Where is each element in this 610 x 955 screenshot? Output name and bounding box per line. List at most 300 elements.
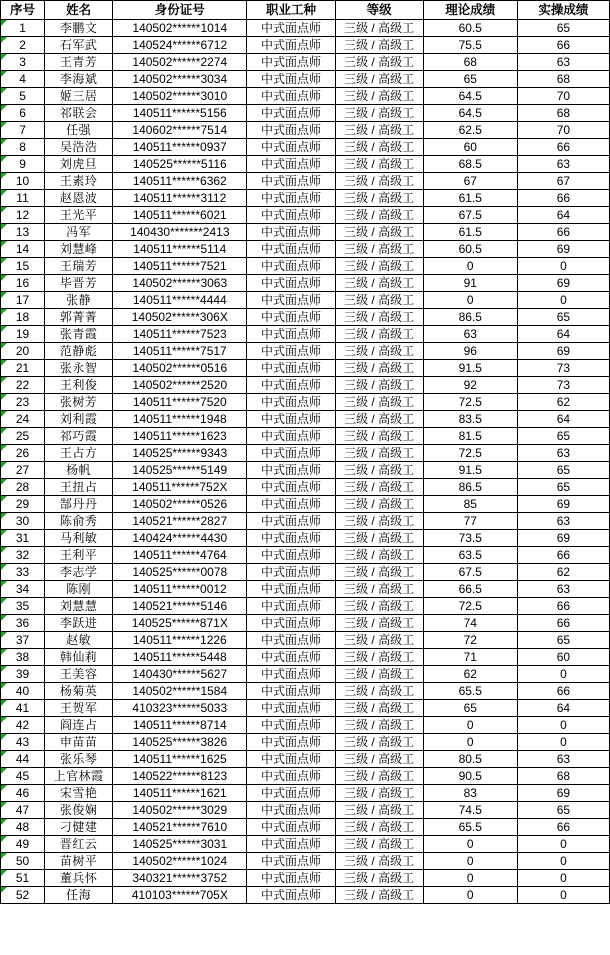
cell-id-number: 140511******0012 xyxy=(113,581,247,598)
cell-occupation: 中式面点师 xyxy=(247,666,335,683)
cell-name: 张青霞 xyxy=(45,326,113,343)
cell-id-number: 140502******1584 xyxy=(113,683,247,700)
cell-index xyxy=(1,428,45,445)
cell-theory-score: 67.5 xyxy=(423,564,517,581)
cell-level: 三级 / 高级工 xyxy=(335,292,423,309)
cell-name: 赵敏 xyxy=(45,632,113,649)
cell-name: 王利俊 xyxy=(45,377,113,394)
cell-index-label: 31 xyxy=(15,531,30,545)
column-header-practical-score: 实操成绩 xyxy=(517,1,609,20)
cell-id-number: 140502******306X xyxy=(113,309,247,326)
cell-practical-score: 0 xyxy=(517,666,609,683)
cell-theory-score: 65 xyxy=(423,71,517,88)
cell-index xyxy=(1,700,45,717)
cell-level: 三级 / 高级工 xyxy=(335,649,423,666)
cell-practical-score: 63 xyxy=(517,445,609,462)
cell-error-marker-icon xyxy=(1,479,7,485)
cell-theory-score: 92 xyxy=(423,377,517,394)
table-row xyxy=(1,683,610,700)
cell-practical-score: 66 xyxy=(517,598,609,615)
cell-index xyxy=(1,887,45,904)
cell-id-number: 140525******3031 xyxy=(113,836,247,853)
cell-occupation: 中式面点师 xyxy=(247,785,335,802)
cell-theory-score: 61.5 xyxy=(423,224,517,241)
cell-name: 晋红云 xyxy=(45,836,113,853)
cell-level: 三级 / 高级工 xyxy=(335,666,423,683)
cell-level: 三级 / 高级工 xyxy=(335,309,423,326)
cell-practical-score: 69 xyxy=(517,275,609,292)
cell-error-marker-icon xyxy=(1,887,7,893)
cell-index xyxy=(1,394,45,411)
cell-error-marker-icon xyxy=(1,241,7,247)
cell-index xyxy=(1,513,45,530)
cell-error-marker-icon xyxy=(1,581,7,587)
table-row xyxy=(1,411,610,428)
cell-error-marker-icon xyxy=(1,445,7,451)
cell-index xyxy=(1,37,45,54)
cell-id-number: 140430******5627 xyxy=(113,666,247,683)
cell-error-marker-icon xyxy=(1,394,7,400)
cell-name: 刘慧慧 xyxy=(45,598,113,615)
cell-index-label: 46 xyxy=(15,786,30,800)
cell-practical-score: 63 xyxy=(517,751,609,768)
cell-level: 三级 / 高级工 xyxy=(335,122,423,139)
cell-error-marker-icon xyxy=(1,190,7,196)
cell-theory-score: 62.5 xyxy=(423,122,517,139)
cell-occupation: 中式面点师 xyxy=(247,479,335,496)
table-row xyxy=(1,530,610,547)
cell-theory-score: 63 xyxy=(423,326,517,343)
cell-occupation: 中式面点师 xyxy=(247,802,335,819)
cell-occupation: 中式面点师 xyxy=(247,411,335,428)
cell-name: 王光平 xyxy=(45,207,113,224)
cell-occupation: 中式面点师 xyxy=(247,819,335,836)
cell-id-number: 140511******1948 xyxy=(113,411,247,428)
cell-index xyxy=(1,734,45,751)
cell-practical-score: 66 xyxy=(517,139,609,156)
cell-error-marker-icon xyxy=(1,258,7,264)
table-row xyxy=(1,258,610,275)
table-row xyxy=(1,496,610,513)
cell-error-marker-icon xyxy=(1,666,7,672)
cell-index xyxy=(1,360,45,377)
cell-name: 姬三居 xyxy=(45,88,113,105)
cell-index-label: 35 xyxy=(15,599,30,613)
cell-level: 三级 / 高级工 xyxy=(335,768,423,785)
cell-index xyxy=(1,462,45,479)
table-row xyxy=(1,836,610,853)
cell-index xyxy=(1,581,45,598)
cell-error-marker-icon xyxy=(1,462,7,468)
cell-index-label: 45 xyxy=(15,769,30,783)
cell-id-number: 140525******871X xyxy=(113,615,247,632)
cell-error-marker-icon xyxy=(1,343,7,349)
table-row xyxy=(1,615,610,632)
cell-id-number: 140511******5114 xyxy=(113,241,247,258)
cell-id-number: 140502******1024 xyxy=(113,853,247,870)
cell-id-number: 410103******705X xyxy=(113,887,247,904)
table-row xyxy=(1,717,610,734)
cell-theory-score: 72 xyxy=(423,632,517,649)
cell-id-number: 140511******5156 xyxy=(113,105,247,122)
cell-theory-score: 86.5 xyxy=(423,309,517,326)
cell-error-marker-icon xyxy=(1,836,7,842)
cell-practical-score: 65 xyxy=(517,462,609,479)
cell-practical-score: 70 xyxy=(517,122,609,139)
cell-id-number: 140511******7521 xyxy=(113,258,247,275)
table-row xyxy=(1,241,610,258)
cell-error-marker-icon xyxy=(1,292,7,298)
cell-id-number: 140430*******2413 xyxy=(113,224,247,241)
cell-occupation: 中式面点师 xyxy=(247,343,335,360)
cell-index xyxy=(1,241,45,258)
cell-index xyxy=(1,717,45,734)
cell-index-label: 12 xyxy=(15,208,30,222)
cell-index-label: 30 xyxy=(15,514,30,528)
cell-error-marker-icon xyxy=(1,20,7,26)
cell-level: 三级 / 高级工 xyxy=(335,785,423,802)
table-row xyxy=(1,207,610,224)
cell-practical-score: 63 xyxy=(517,156,609,173)
cell-index xyxy=(1,292,45,309)
table-header-row xyxy=(1,1,610,20)
cell-id-number: 140511******8714 xyxy=(113,717,247,734)
cell-id-number: 140511******4764 xyxy=(113,547,247,564)
cell-occupation: 中式面点师 xyxy=(247,768,335,785)
cell-index xyxy=(1,173,45,190)
cell-level: 三级 / 高级工 xyxy=(335,598,423,615)
cell-id-number: 140502******1014 xyxy=(113,20,247,37)
cell-occupation: 中式面点师 xyxy=(247,88,335,105)
cell-theory-score: 67.5 xyxy=(423,207,517,224)
cell-index-label: 23 xyxy=(15,395,30,409)
cell-index-label: 3 xyxy=(19,55,26,69)
cell-level: 三级 / 高级工 xyxy=(335,700,423,717)
cell-occupation: 中式面点师 xyxy=(247,54,335,71)
cell-index-label: 10 xyxy=(15,174,30,188)
cell-name: 王美容 xyxy=(45,666,113,683)
cell-error-marker-icon xyxy=(1,615,7,621)
cell-error-marker-icon xyxy=(1,717,7,723)
cell-name: 李海斌 xyxy=(45,71,113,88)
cell-practical-score: 65 xyxy=(517,428,609,445)
cell-index-label: 11 xyxy=(16,191,29,205)
cell-level: 三级 / 高级工 xyxy=(335,615,423,632)
cell-id-number: 140502******0516 xyxy=(113,360,247,377)
cell-index xyxy=(1,768,45,785)
table-row xyxy=(1,649,610,666)
cell-occupation: 中式面点师 xyxy=(247,632,335,649)
cell-theory-score: 71 xyxy=(423,649,517,666)
cell-level: 三级 / 高级工 xyxy=(335,853,423,870)
cell-occupation: 中式面点师 xyxy=(247,734,335,751)
cell-practical-score: 63 xyxy=(517,581,609,598)
cell-id-number: 140511******6362 xyxy=(113,173,247,190)
cell-id-number: 140511******7517 xyxy=(113,343,247,360)
cell-level: 三级 / 高级工 xyxy=(335,156,423,173)
cell-id-number: 140522******8123 xyxy=(113,768,247,785)
cell-index xyxy=(1,445,45,462)
cell-theory-score: 65.5 xyxy=(423,819,517,836)
cell-index-label: 16 xyxy=(15,276,30,290)
cell-index-label: 21 xyxy=(15,361,30,375)
cell-occupation: 中式面点师 xyxy=(247,615,335,632)
cell-name: 张静 xyxy=(45,292,113,309)
table-row xyxy=(1,173,610,190)
cell-error-marker-icon xyxy=(1,734,7,740)
cell-level: 三级 / 高级工 xyxy=(335,632,423,649)
cell-index xyxy=(1,122,45,139)
cell-name: 李鹏文 xyxy=(45,20,113,37)
cell-error-marker-icon xyxy=(1,207,7,213)
cell-level: 三级 / 高级工 xyxy=(335,224,423,241)
table-row xyxy=(1,853,610,870)
cell-id-number: 140602******7514 xyxy=(113,122,247,139)
table-row xyxy=(1,88,610,105)
cell-occupation: 中式面点师 xyxy=(247,836,335,853)
cell-occupation: 中式面点师 xyxy=(247,258,335,275)
cell-name: 王贺军 xyxy=(45,700,113,717)
cell-name: 冯军 xyxy=(45,224,113,241)
cell-practical-score: 0 xyxy=(517,887,609,904)
cell-name: 张永智 xyxy=(45,360,113,377)
cell-level: 三级 / 高级工 xyxy=(335,870,423,887)
cell-index xyxy=(1,326,45,343)
cell-index-label: 25 xyxy=(15,429,30,443)
cell-theory-score: 0 xyxy=(423,887,517,904)
cell-index-label: 18 xyxy=(15,310,30,324)
cell-theory-score: 68.5 xyxy=(423,156,517,173)
table-row xyxy=(1,887,610,904)
cell-error-marker-icon xyxy=(1,683,7,689)
table-row xyxy=(1,479,610,496)
cell-index-label: 5 xyxy=(19,89,26,103)
cell-index xyxy=(1,343,45,360)
cell-index-label: 38 xyxy=(15,650,30,664)
cell-theory-score: 96 xyxy=(423,343,517,360)
cell-level: 三级 / 高级工 xyxy=(335,530,423,547)
cell-level: 三级 / 高级工 xyxy=(335,207,423,224)
cell-index xyxy=(1,819,45,836)
cell-name: 宋雪艳 xyxy=(45,785,113,802)
cell-level: 三级 / 高级工 xyxy=(335,258,423,275)
table-row xyxy=(1,139,610,156)
table-row xyxy=(1,734,610,751)
cell-practical-score: 60 xyxy=(517,649,609,666)
table-row xyxy=(1,394,610,411)
cell-index-label: 27 xyxy=(15,463,30,477)
cell-occupation: 中式面点师 xyxy=(247,326,335,343)
cell-theory-score: 0 xyxy=(423,870,517,887)
table-row xyxy=(1,462,610,479)
cell-error-marker-icon xyxy=(1,105,7,111)
cell-index-label: 44 xyxy=(15,752,30,766)
cell-practical-score: 65 xyxy=(517,20,609,37)
cell-index xyxy=(1,649,45,666)
cell-level: 三级 / 高级工 xyxy=(335,71,423,88)
cell-occupation: 中式面点师 xyxy=(247,513,335,530)
cell-level: 三级 / 高级工 xyxy=(335,734,423,751)
cell-practical-score: 0 xyxy=(517,734,609,751)
cell-theory-score: 72.5 xyxy=(423,394,517,411)
cell-practical-score: 73 xyxy=(517,377,609,394)
cell-index-label: 8 xyxy=(19,140,26,154)
cell-level: 三级 / 高级工 xyxy=(335,37,423,54)
cell-practical-score: 69 xyxy=(517,496,609,513)
cell-occupation: 中式面点师 xyxy=(247,581,335,598)
cell-occupation: 中式面点师 xyxy=(247,394,335,411)
cell-occupation: 中式面点师 xyxy=(247,37,335,54)
cell-theory-score: 62 xyxy=(423,666,517,683)
cell-occupation: 中式面点师 xyxy=(247,190,335,207)
cell-index xyxy=(1,224,45,241)
cell-index-label: 32 xyxy=(15,548,30,562)
table-row xyxy=(1,156,610,173)
cell-theory-score: 86.5 xyxy=(423,479,517,496)
cell-practical-score: 0 xyxy=(517,717,609,734)
cell-id-number: 140511******4444 xyxy=(113,292,247,309)
cell-name: 王青芳 xyxy=(45,54,113,71)
cell-theory-score: 65 xyxy=(423,700,517,717)
cell-practical-score: 66 xyxy=(517,683,609,700)
cell-index-label: 1 xyxy=(19,21,26,35)
cell-error-marker-icon xyxy=(1,411,7,417)
cell-theory-score: 60 xyxy=(423,139,517,156)
cell-level: 三级 / 高级工 xyxy=(335,462,423,479)
cell-error-marker-icon xyxy=(1,870,7,876)
cell-theory-score: 0 xyxy=(423,292,517,309)
table-row xyxy=(1,564,610,581)
cell-theory-score: 81.5 xyxy=(423,428,517,445)
cell-practical-score: 65 xyxy=(517,802,609,819)
cell-name: 刁健建 xyxy=(45,819,113,836)
cell-occupation: 中式面点师 xyxy=(247,241,335,258)
cell-index-label: 50 xyxy=(15,854,30,868)
cell-error-marker-icon xyxy=(1,785,7,791)
cell-occupation: 中式面点师 xyxy=(247,683,335,700)
cell-index-label: 43 xyxy=(15,735,30,749)
cell-index-label: 47 xyxy=(15,803,30,817)
cell-index xyxy=(1,870,45,887)
cell-error-marker-icon xyxy=(1,139,7,145)
cell-id-number: 410323******5033 xyxy=(113,700,247,717)
cell-name: 张俊娴 xyxy=(45,802,113,819)
table-row xyxy=(1,751,610,768)
cell-level: 三级 / 高级工 xyxy=(335,377,423,394)
cell-practical-score: 66 xyxy=(517,224,609,241)
cell-name: 李跃进 xyxy=(45,615,113,632)
cell-index-label: 19 xyxy=(15,327,30,341)
cell-name: 张树芳 xyxy=(45,394,113,411)
cell-index xyxy=(1,20,45,37)
cell-theory-score: 64.5 xyxy=(423,88,517,105)
cell-name: 杨菊英 xyxy=(45,683,113,700)
cell-level: 三级 / 高级工 xyxy=(335,241,423,258)
cell-name: 李志学 xyxy=(45,564,113,581)
cell-level: 三级 / 高级工 xyxy=(335,717,423,734)
cell-index-label: 2 xyxy=(19,38,26,52)
cell-id-number: 340321******3752 xyxy=(113,870,247,887)
cell-practical-score: 69 xyxy=(517,785,609,802)
table-row xyxy=(1,666,610,683)
cell-occupation: 中式面点师 xyxy=(247,649,335,666)
cell-error-marker-icon xyxy=(1,768,7,774)
cell-index xyxy=(1,139,45,156)
cell-theory-score: 66.5 xyxy=(423,581,517,598)
cell-practical-score: 0 xyxy=(517,292,609,309)
cell-id-number: 140525******5116 xyxy=(113,156,247,173)
cell-id-number: 140502******2520 xyxy=(113,377,247,394)
cell-level: 三级 / 高级工 xyxy=(335,819,423,836)
cell-id-number: 140502******0526 xyxy=(113,496,247,513)
cell-error-marker-icon xyxy=(1,173,7,179)
table-row xyxy=(1,445,610,462)
cell-index xyxy=(1,598,45,615)
cell-error-marker-icon xyxy=(1,122,7,128)
cell-level: 三级 / 高级工 xyxy=(335,343,423,360)
cell-occupation: 中式面点师 xyxy=(247,870,335,887)
cell-id-number: 140511******1226 xyxy=(113,632,247,649)
cell-practical-score: 73 xyxy=(517,360,609,377)
cell-id-number: 140525******0078 xyxy=(113,564,247,581)
cell-practical-score: 68 xyxy=(517,768,609,785)
cell-index-label: 17 xyxy=(15,293,30,307)
cell-error-marker-icon xyxy=(1,700,7,706)
cell-occupation: 中式面点师 xyxy=(247,717,335,734)
cell-level: 三级 / 高级工 xyxy=(335,836,423,853)
cell-level: 三级 / 高级工 xyxy=(335,190,423,207)
cell-index-label: 20 xyxy=(15,344,30,358)
cell-practical-score: 63 xyxy=(517,513,609,530)
cell-name: 任强 xyxy=(45,122,113,139)
cell-practical-score: 69 xyxy=(517,530,609,547)
cell-index-label: 26 xyxy=(15,446,30,460)
cell-theory-score: 80.5 xyxy=(423,751,517,768)
cell-theory-score: 72.5 xyxy=(423,445,517,462)
cell-index-label: 51 xyxy=(15,871,30,885)
cell-occupation: 中式面点师 xyxy=(247,156,335,173)
cell-name: 苗树平 xyxy=(45,853,113,870)
cell-theory-score: 0 xyxy=(423,258,517,275)
cell-level: 三级 / 高级工 xyxy=(335,173,423,190)
table-row xyxy=(1,598,610,615)
cell-index-label: 7 xyxy=(19,123,26,137)
cell-theory-score: 60.5 xyxy=(423,20,517,37)
cell-theory-score: 65.5 xyxy=(423,683,517,700)
cell-name: 郜丹丹 xyxy=(45,496,113,513)
cell-name: 赵恩波 xyxy=(45,190,113,207)
cell-practical-score: 62 xyxy=(517,564,609,581)
cell-error-marker-icon xyxy=(1,649,7,655)
cell-occupation: 中式面点师 xyxy=(247,700,335,717)
cell-theory-score: 64.5 xyxy=(423,105,517,122)
cell-index xyxy=(1,496,45,513)
table-row xyxy=(1,309,610,326)
cell-theory-score: 77 xyxy=(423,513,517,530)
cell-error-marker-icon xyxy=(1,377,7,383)
cell-id-number: 140511******6021 xyxy=(113,207,247,224)
cell-index-label: 48 xyxy=(15,820,30,834)
cell-id-number: 140502******3010 xyxy=(113,88,247,105)
cell-practical-score: 0 xyxy=(517,870,609,887)
cell-id-number: 140525******9343 xyxy=(113,445,247,462)
cell-index-label: 4 xyxy=(19,72,26,86)
table-row xyxy=(1,428,610,445)
cell-name: 任海 xyxy=(45,887,113,904)
cell-id-number: 140502******3034 xyxy=(113,71,247,88)
cell-occupation: 中式面点师 xyxy=(247,428,335,445)
cell-name: 范静彪 xyxy=(45,343,113,360)
